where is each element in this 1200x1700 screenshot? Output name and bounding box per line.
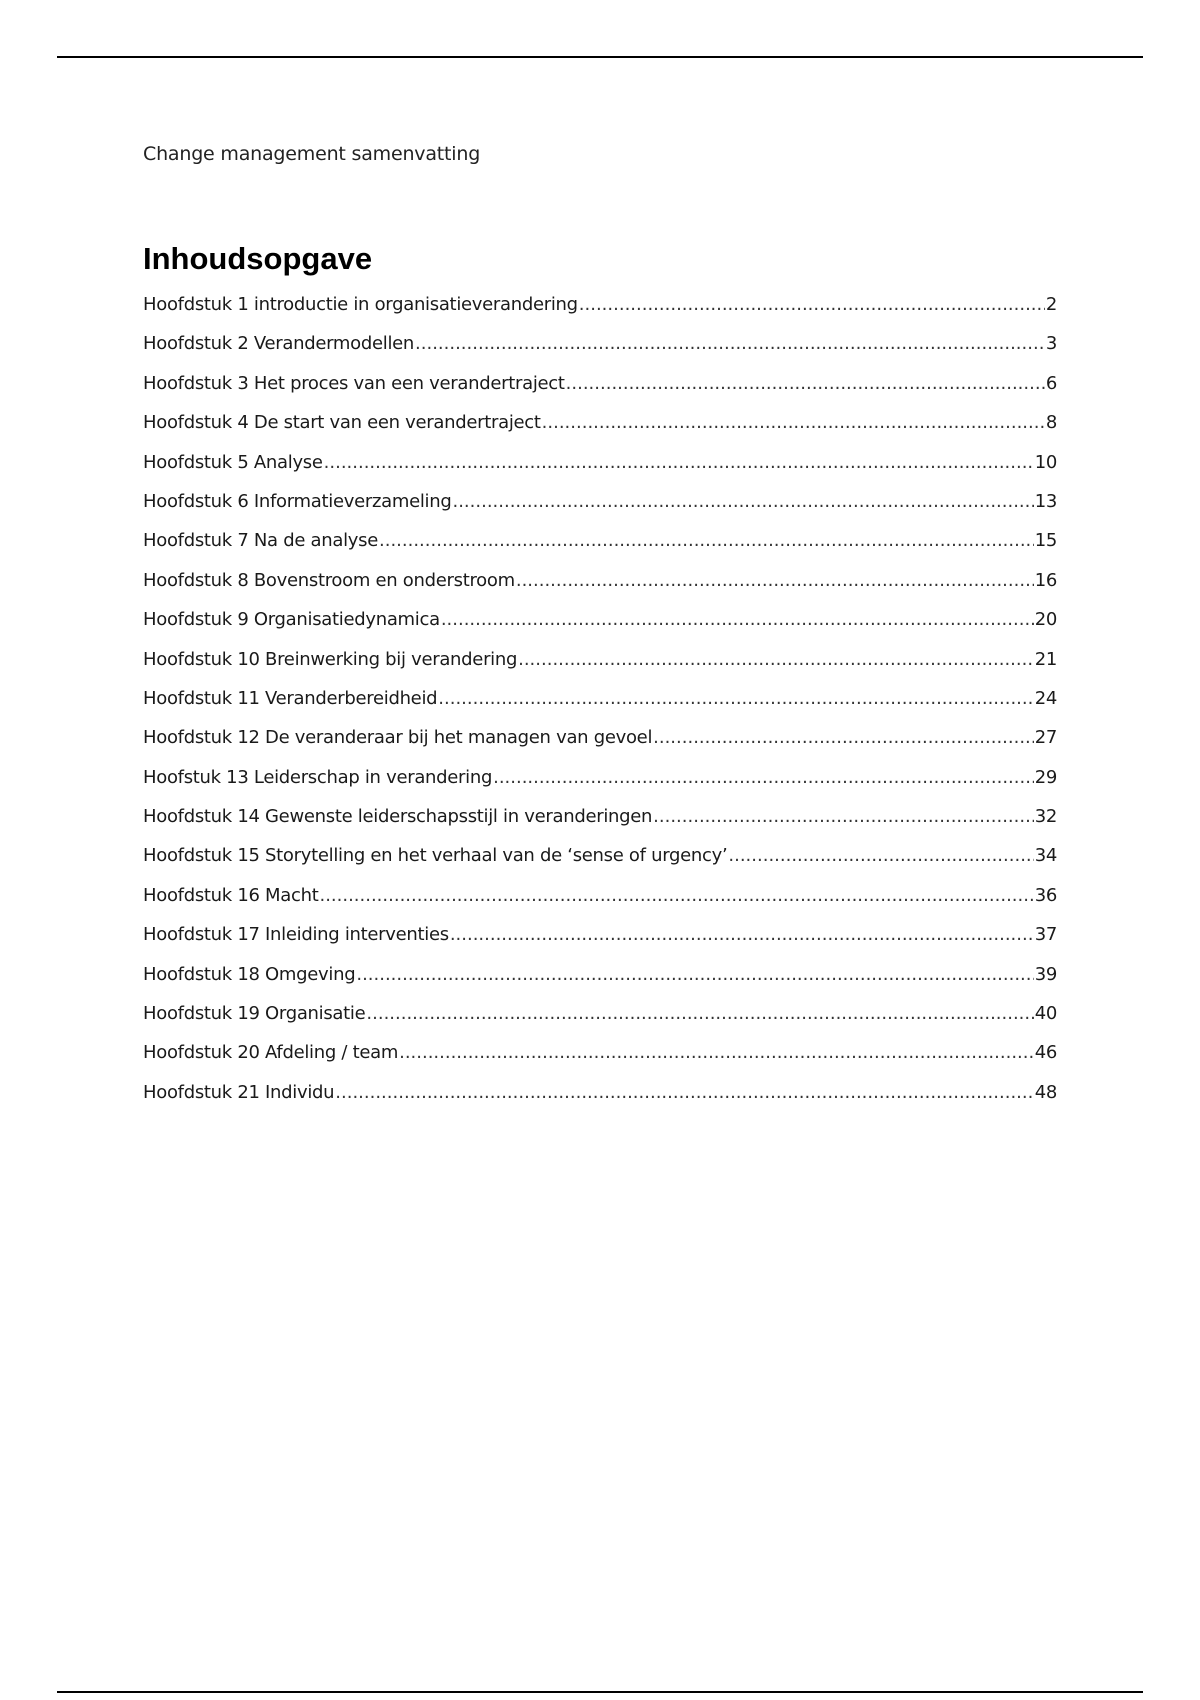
toc-entry[interactable] [143,688,1057,727]
toc-dot-leader [438,688,1033,709]
toc-dot-leader [542,412,1045,433]
toc-entry-page: 46 [1034,1042,1057,1064]
toc-dot-leader [324,452,1034,473]
toc-entry-page: 2 [1045,294,1057,315]
toc-entry-title: Hoofdstuk 4 De start van een verandertraject [143,412,541,434]
toc-entry[interactable] [143,806,1057,845]
toc-entry-title: Hoofdstuk 14 Gewenste leiderschapsstijl in veranderingen [143,806,653,828]
toc-entry-page: 37 [1034,924,1057,946]
toc-entry-page: 34 [1034,845,1057,867]
toc-entry-page: 10 [1034,451,1057,473]
toc-entry[interactable] [143,609,1057,648]
toc-entry[interactable] [143,1082,1057,1121]
toc-entry-title: Hoofdstuk 5 Analyse [143,451,323,473]
toc-entry-page: 40 [1034,1003,1057,1025]
toc-entry[interactable] [143,412,1057,451]
toc-entry[interactable] [143,530,1057,569]
toc-entry-title: Hoofdstuk 20 Afdeling / team [143,1042,399,1064]
toc-entry-page: 13 [1034,490,1057,512]
toc-entry-page: 27 [1034,727,1057,749]
toc-entry[interactable] [143,885,1057,924]
toc-entry-title: Hoofdstuk 6 Informatieverzameling [143,490,452,512]
toc-entry-title: Hoofdstuk 3 Het proces van een verandertraject [143,372,565,394]
toc-entry-page: 3 [1045,333,1057,355]
toc-entry-title: Hoofdstuk 11 Veranderbereidheid [143,687,438,709]
toc-entry-title: Hoofdstuk 12 De veranderaar bij het managen van gevoel [143,727,653,749]
toc-entry-page: 32 [1034,806,1057,828]
footer-rule [57,1691,1143,1693]
toc-entry[interactable] [143,373,1057,412]
toc-dot-leader [335,1082,1033,1103]
toc-entry[interactable] [143,727,1057,766]
toc-entry-page: 6 [1045,372,1057,394]
toc-entry-title: Hoofdstuk 21 Individu [143,1081,335,1103]
toc-dot-leader [450,924,1034,945]
toc-dot-leader [653,806,1034,827]
toc-entry[interactable] [143,1003,1057,1042]
toc-entry-title: Hoofdstuk 17 Inleiding interventies [143,924,449,946]
toc-entry-title: Hoofdstuk 9 Organisatiedynamica [143,609,440,631]
header-rule [57,56,1143,58]
toc-dot-leader [415,333,1045,354]
document-subtitle: Change management samenvatting [143,143,481,165]
toc-entry[interactable] [143,767,1057,806]
toc-dot-leader [452,491,1033,512]
toc-entry-title: Hoofdstuk 2 Verandermodellen [143,333,415,355]
toc-entry[interactable] [143,964,1057,1003]
toc-entry-page: 16 [1034,569,1057,591]
toc-entry-title: Hoofdstuk 8 Bovenstroom en onderstroom [143,569,515,591]
toc-entry-page: 8 [1045,412,1057,434]
toc-entry[interactable] [143,333,1057,372]
toc-entry[interactable] [143,491,1057,530]
toc-entry-page: 20 [1034,609,1057,631]
toc-dot-leader [653,727,1034,748]
toc-dot-leader [399,1042,1034,1063]
toc-entry[interactable] [143,294,1057,333]
toc-entry-title: Hoofdstuk 10 Breinwerking bij verandering [143,648,518,670]
toc-dot-leader [319,885,1033,906]
toc-dot-leader [728,845,1033,866]
toc-entry[interactable] [143,649,1057,688]
toc-entry[interactable] [143,924,1057,963]
toc-entry[interactable] [143,570,1057,609]
toc-dot-leader [441,609,1034,630]
toc-entry[interactable] [143,1042,1057,1081]
toc-entry[interactable] [143,845,1057,884]
toc-entry-page: 24 [1034,687,1057,709]
toc-entry-page: 36 [1034,884,1057,906]
toc-entry-page: 21 [1034,648,1057,670]
toc-entry-page: 39 [1034,963,1057,985]
toc-entry-page: 15 [1034,530,1057,552]
toc-entry-page: 29 [1034,766,1057,788]
toc-dot-leader [516,570,1034,591]
toc-dot-leader [518,649,1034,670]
toc-dot-leader [566,373,1045,394]
toc-entry[interactable] [143,452,1057,491]
toc-heading: Inhoudsopgave [143,241,373,276]
toc-entry-title: Hoofdstuk 7 Na de analyse [143,530,378,552]
toc-entry-title: Hoofdstuk 19 Organisatie [143,1003,366,1025]
toc-entry-title: Hoofdstuk 15 Storytelling en het verhaal van de ‘sense of urgency’ [143,845,728,867]
toc-entry-title: Hoofdstuk 16 Macht [143,884,319,906]
toc-dot-leader [356,964,1033,985]
toc-entry-title: Hoofstuk 13 Leiderschap in verandering [143,766,493,788]
toc-entry-title: Hoofdstuk 18 Omgeving [143,963,356,985]
toc-dot-leader [379,530,1034,551]
toc-entry-title: Hoofdstuk 1 introductie in organisatieverandering [143,294,578,315]
toc-dot-leader [579,294,1045,315]
table-of-contents [143,294,1057,1121]
toc-dot-leader [493,767,1034,788]
toc-dot-leader [366,1003,1033,1024]
toc-entry-page: 48 [1034,1081,1057,1103]
